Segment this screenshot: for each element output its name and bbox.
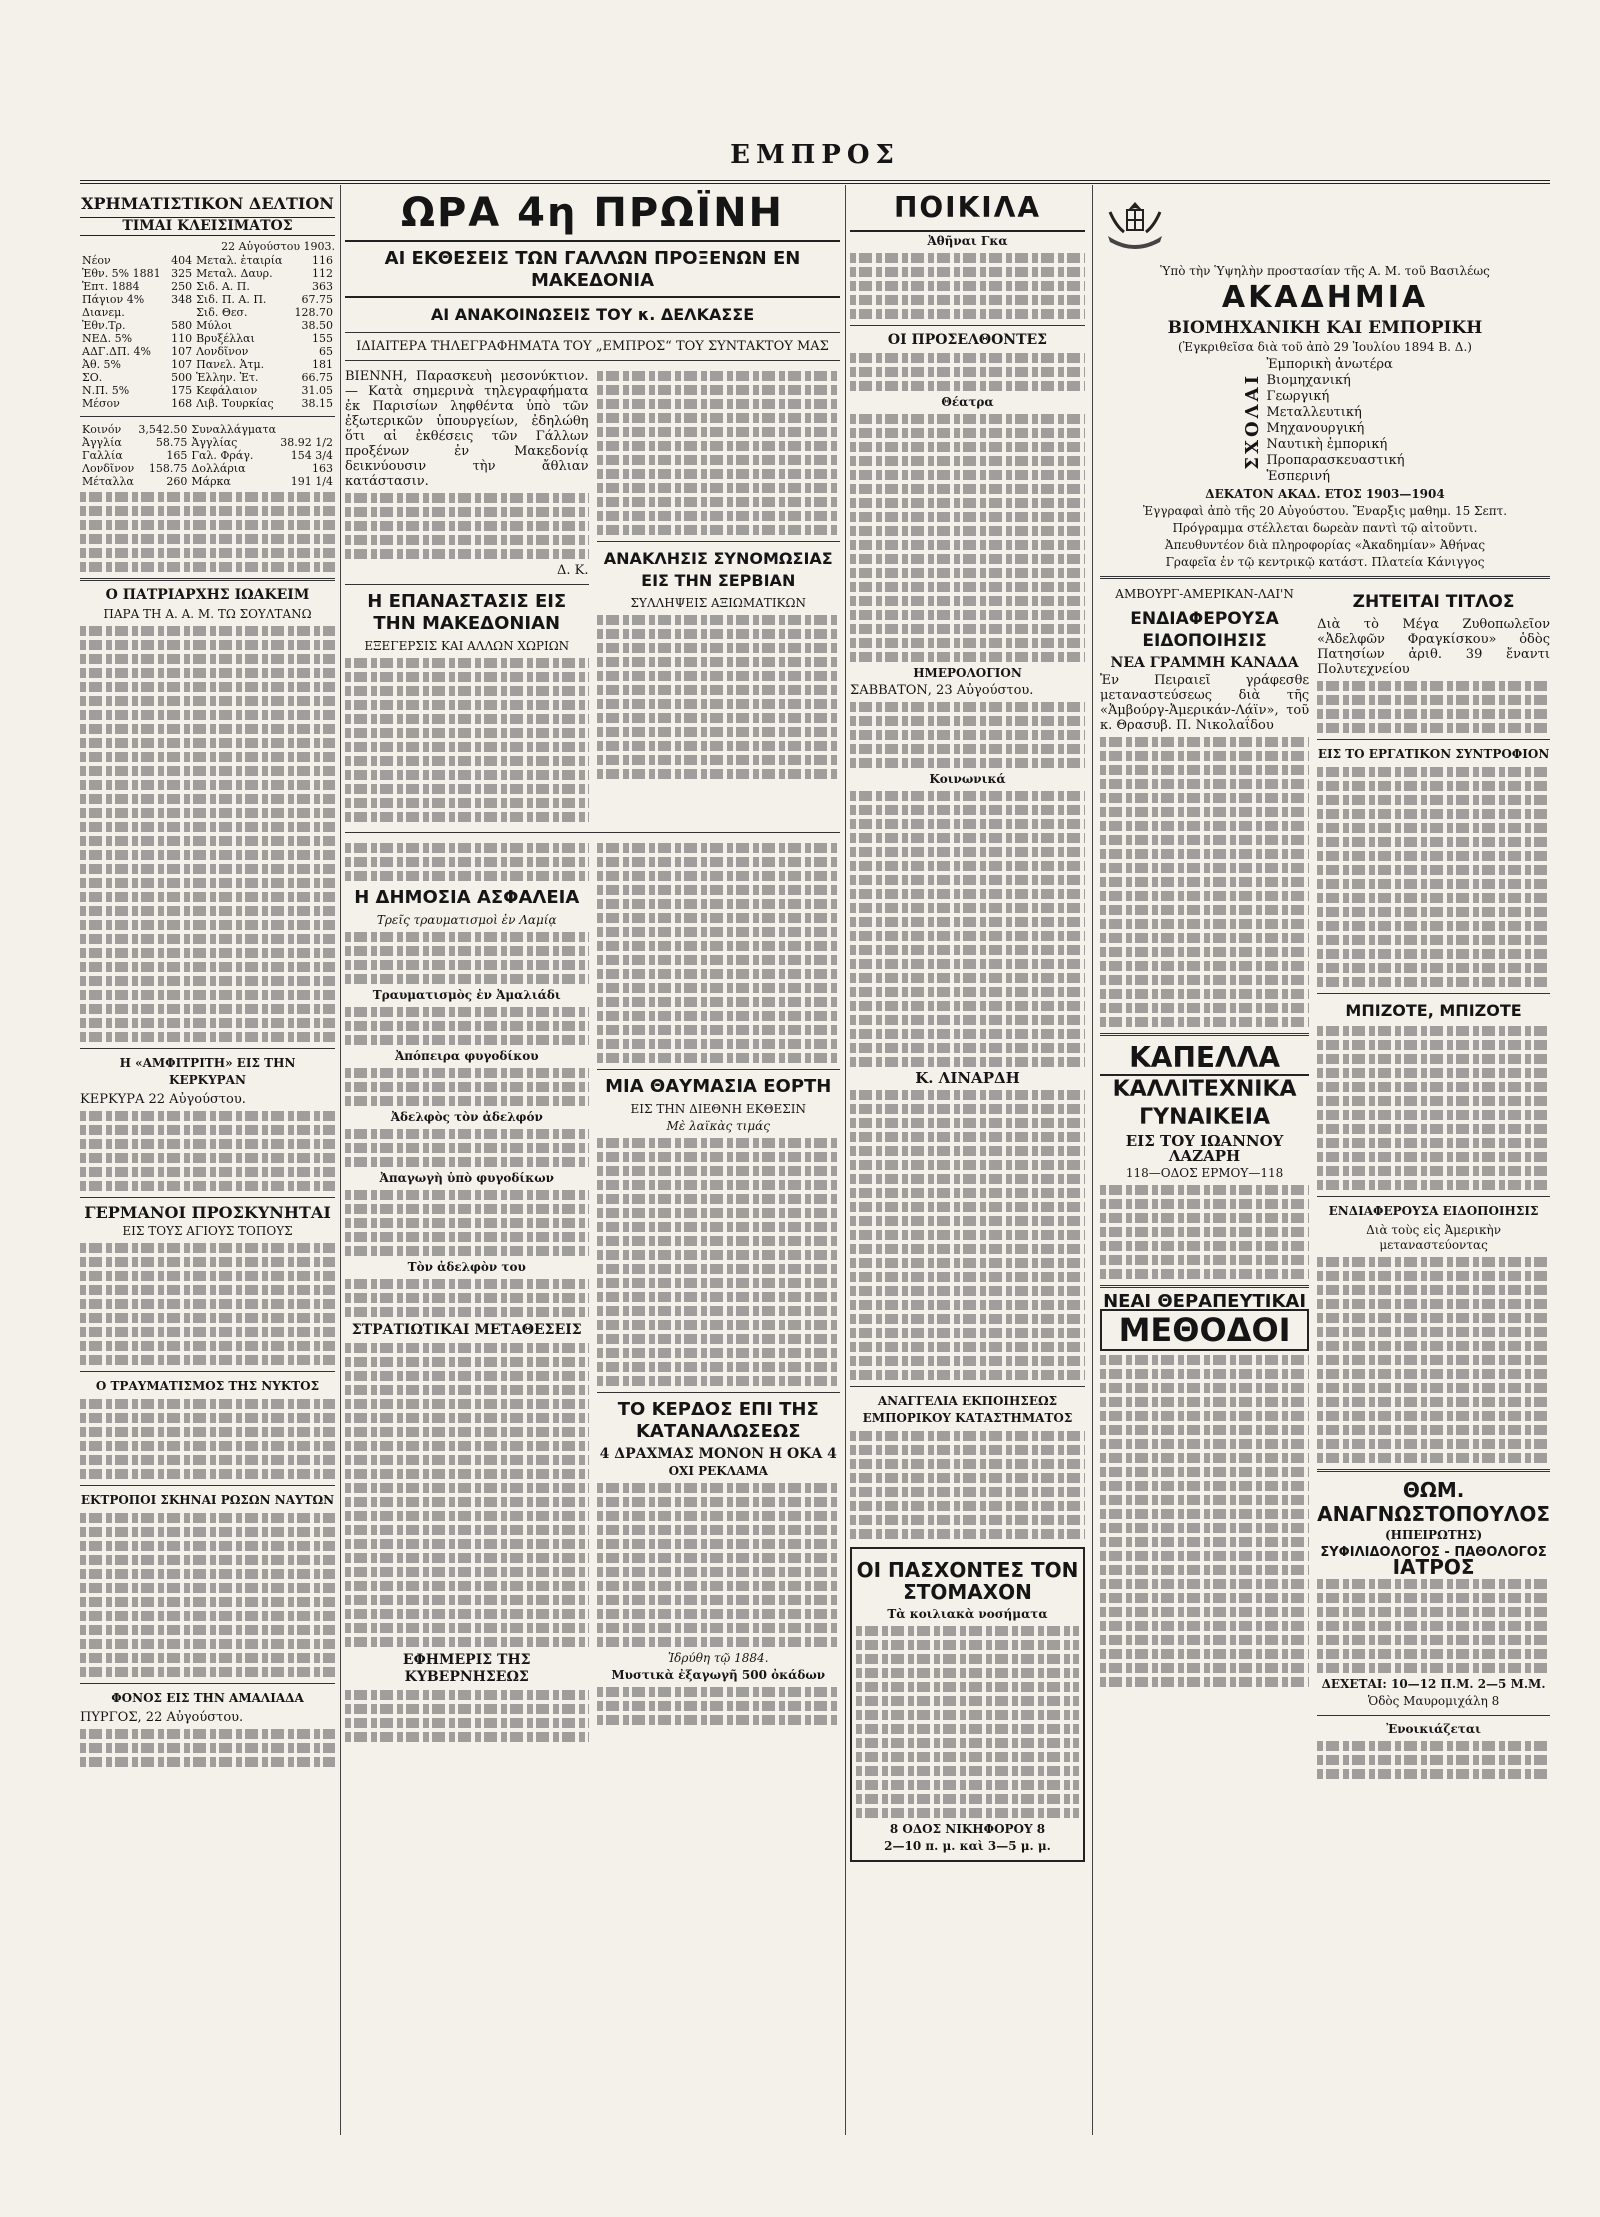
column-rule xyxy=(1092,185,1093,2135)
academy-info: Ἀπευθυντέον διὰ πληροφορίας «Ἀκαδημίαν» Ἀθήνας xyxy=(1164,538,1486,552)
rate-row-cell: Μεταλ. ἑταιρία xyxy=(196,254,283,267)
bottle-ad-heading: ΜΠΙΖΟΤΕ, ΜΠΙΖΟΤΕ xyxy=(1345,1001,1522,1020)
nikolaidis-notice: Ἐν Πειραιεῖ γράφεσθε μεταναστεύσεως διὰ τῆς «Ἀμβούργ-Ἀμερικάν-Λάϊν», τοῦ κ. Θρασυβ. Π. Νικολαΐδου xyxy=(1100,673,1310,733)
feast-subheading: ΕΙΣ ΤΗΝ ΔΙΕΘΝΗ ΕΚΘΕΣΙΝ xyxy=(630,1102,806,1116)
column-miscellany xyxy=(850,190,1085,1870)
royal-patron: Ὑπὸ τὴν Ὑψηλὴν προστασίαν τῆς Α. Μ. τοῦ Βασιλέως xyxy=(1160,264,1490,278)
disease-heading: Τὰ κοιλιακὰ νοσήματα xyxy=(887,1607,1048,1621)
rate-row-cell: 116 xyxy=(312,254,333,267)
factory-heading: ΑΝΑΓΓΕΛΙΑ ΕΚΠΟΙΗΣΕΩΣ ΕΜΠΟΡΙΚΟΥ ΚΑΤΑΣΤΗΜΑΤΟΣ xyxy=(862,1394,1073,1425)
finance-date: 22 Αὐγούστου 1903. xyxy=(221,240,335,253)
market-row-cell: 165 xyxy=(166,449,188,462)
lamp-text xyxy=(850,1090,1085,1380)
emigrants-heading: ΕΝΔΙΑΦΕΡΟΥΣΑ ΕΙΔΟΠΟΙΗΣΙΣ xyxy=(1328,1204,1539,1218)
rate-row-cell: Ἑλλην. Ἐτ. xyxy=(196,371,259,384)
security-heading: Η ΔΗΜΟΣΙΑ ΑΣΦΑΛΕΙΑ xyxy=(354,887,580,908)
murder-heading: ΦΟΝΟΣ ΕΙΣ ΤΗΝ ΑΜΑΛΙΑΔΑ xyxy=(111,1691,304,1705)
market-row-cell: Δολλάρια xyxy=(191,462,246,475)
arrivals-heading: ΟΙ ΠΡΟΣΕΛΘΟΝΤΕΣ xyxy=(887,332,1048,348)
riot-text xyxy=(80,1513,335,1677)
doctor-title: ΣΥΦΙΛΙΔΟΛΟΓΟΣ - ΠΑΘΟΛΟΓΟΣ xyxy=(1320,1545,1547,1560)
rate-row-cell: Σιδ. Θεσ. xyxy=(196,306,248,319)
rate-row-cell: Πάγιον 4% xyxy=(82,293,145,306)
sufferers-text xyxy=(856,1626,1079,1818)
emigrants-subheading: Διὰ τοὺς εἰς Ἀμερικὴν μεταναστεύοντας xyxy=(1366,1223,1501,1252)
doctor-hours: ΔΕΧΕΤΑΙ: 10—12 Π.Μ. 2—5 Μ.Μ. xyxy=(1321,1677,1546,1691)
rate-row-cell: 348 xyxy=(171,293,193,306)
arrivals-text xyxy=(850,353,1085,391)
rate-row-cell: 155 xyxy=(312,332,333,345)
pilgrims-subheading: ΕΙΣ ΤΟΥΣ ΑΓΙΟΥΣ ΤΟΠΟΥΣ xyxy=(122,1224,293,1238)
athens-heading: Ἀθῆναι Γκα xyxy=(927,234,1008,248)
pilgrims-heading: ΓΕΡΜΑΝΟΙ ΠΡΟΣΚΥΝΗΤΑΙ xyxy=(84,1203,331,1222)
market-row-cell: 58.75 xyxy=(155,436,188,449)
rate-row-cell: 168 xyxy=(171,397,193,410)
rate-row-cell: Κεφάλαιον xyxy=(196,384,258,397)
crime-text xyxy=(345,1007,589,1045)
school-item: Μηχανουργική xyxy=(1266,421,1365,436)
market-row-cell: Συναλλάγματα xyxy=(191,423,276,436)
masthead xyxy=(80,140,1550,184)
clinic-hours: 2—10 π. μ. καὶ 3—5 μ. μ. xyxy=(884,1839,1051,1853)
uprising-text xyxy=(345,658,589,822)
wanted-text-cont xyxy=(1317,681,1550,733)
column-finance xyxy=(80,190,335,1771)
rate-row-cell: 38.15 xyxy=(301,397,333,410)
reports-heading: ΑΙ ΕΚΘΕΣΕΙΣ ΤΩΝ ΓΑΛΛΩΝ ΠΡΟΞΕΝΩΝ ΕΝ ΜΑΚΕΔΟΝΙΑ xyxy=(345,248,840,298)
rate-row-cell: 112 xyxy=(312,267,333,280)
rate-row-cell: 107 xyxy=(171,345,193,358)
markets-table xyxy=(80,423,335,488)
doctor-text xyxy=(1317,1579,1550,1673)
royal-crest-icon xyxy=(1100,196,1170,256)
sufferers-heading: ΟΙ ΠΑΣΧΟΝΤΕΣ ΤΟΝ ΣΤΟΜΑΧΟΝ xyxy=(856,1558,1079,1604)
finance-heading: ΧΡΗΜΑΤΙΣΤΙΚΟΝ ΔΕΛΤΙΟΝ xyxy=(81,194,334,213)
academy-title: ΑΚΑΔΗΜΙΑ xyxy=(1221,280,1429,315)
rate-row xyxy=(80,332,335,345)
profit-text xyxy=(597,1483,841,1647)
market-row-cell: 191 1/4 xyxy=(290,475,333,488)
uprising-subheading: ΕΞΕΓΕΡΣΙΣ ΚΑΙ ΑΛΛΩΝ ΧΩΡΙΩΝ xyxy=(364,639,570,653)
dateline-pyrgos: ΠΥΡΓΟΣ, 22 Αὐγούστου. xyxy=(80,1710,244,1725)
rate-row-cell: 363 xyxy=(312,280,333,293)
medical-heading: ΝΕΑΙ ΘΕΡΑΠΕΥΤΙΚΑΙ xyxy=(1103,1291,1307,1312)
rate-row-cell: Διανεμ. xyxy=(82,306,125,319)
rate-row-cell: Λονδῖνον xyxy=(196,345,249,358)
daily-export: Μυστικὰ ἐξαγωγῆ 500 ὀκάδων xyxy=(611,1668,826,1682)
security-text xyxy=(345,932,589,984)
rate-row-cell: Ν.Π. 5% xyxy=(82,384,130,397)
patriarch-heading: Ο ΠΑΤΡΙΑΡΧΗΣ ΙΩΑΚΕΙΜ xyxy=(105,587,310,603)
column-rule xyxy=(340,185,341,2135)
market-row-cell: Κοινόν xyxy=(82,423,122,436)
market-row-cell: Μέταλλα xyxy=(82,475,134,488)
rate-row xyxy=(80,371,335,384)
kapella-subtitle-2: ΓΥΝΑΙΚΕΙΑ xyxy=(1139,1105,1270,1130)
gazette-text xyxy=(345,1690,589,1742)
special-telegrams: ΙΔΙΑΙΤΕΡΑ ΤΗΛΕΓΡΑΦΗΜΑΤΑ ΤΟΥ „ΕΜΠΡΟΣ“ ΤΟΥ ΣΥΝΤΑΚΤΟΥ ΜΑΣ xyxy=(356,339,829,354)
rate-row-cell: 107 xyxy=(171,358,193,371)
fugitive-heading: Ἀπαγωγὴ ὑπὸ φυγοδίκων xyxy=(379,1171,554,1185)
rate-row-cell: 65 xyxy=(319,345,333,358)
vienna-text xyxy=(345,493,589,559)
pilgrims-text xyxy=(80,1243,335,1365)
market-row-cell: Ἀγγλία xyxy=(82,436,122,449)
profit-price: 4 ΔΡΑΧΜΑΣ ΜΟΝΟΝ Η ΟΚΑ 4 xyxy=(599,1446,837,1462)
school-item: Ἑσπερινή xyxy=(1266,469,1330,484)
school-item: Βιομηχανική xyxy=(1266,373,1351,388)
amfitriti-heading: Η «ΑΜΦΙΤΡΙΤΗ» ΕΙΣ ΤΗΝ ΚΕΡΚΥΡΑΝ xyxy=(119,1056,296,1087)
other-text xyxy=(345,1279,589,1317)
rate-row-cell: ΣΟ. xyxy=(82,371,103,384)
amfitriti-text xyxy=(80,1111,335,1191)
market-row-cell: 38.92 1/2 xyxy=(280,436,333,449)
bottle-ad-text xyxy=(1317,1026,1550,1190)
almanac-heading: ΗΜΕΡΟΛΟΓΙΟΝ xyxy=(913,666,1022,680)
rate-row-cell: Ἀθ. 5% xyxy=(82,358,122,371)
finance-text xyxy=(80,492,335,572)
rate-row-cell: Μύλοι xyxy=(196,319,232,332)
emigrants-text xyxy=(1317,1257,1550,1463)
column-rule xyxy=(845,185,846,2135)
rate-row-cell: Ἐθν. 5% 1881 xyxy=(82,267,161,280)
column-ads xyxy=(1100,190,1550,1783)
rate-row-cell: Μέσον xyxy=(82,397,120,410)
patriarch-subheading: ΠΑΡΑ ΤΗ Α. Α. Μ. ΤΩ ΣΟΥΛΤΑΝΩ xyxy=(103,607,312,621)
doctor-title-2: ΙΑΤΡΟΣ xyxy=(1392,1555,1475,1579)
doctor-name: ΘΩΜ. ΑΝΑΓΝΩΣΤΟΠΟΥΛΟΣ xyxy=(1317,1478,1550,1526)
rate-row xyxy=(80,345,335,358)
profit-text-2 xyxy=(597,1687,841,1725)
rate-row xyxy=(80,384,335,397)
wound-heading: Ο ΤΡΑΥΜΑΤΙΣΜΟΣ ΤΗΣ ΝΥΚΤΟΣ xyxy=(95,1379,320,1393)
rate-row-cell: 128.70 xyxy=(294,306,333,319)
prospectus: Πρόγραμμα στέλλεται δωρεὰν παντὶ τῷ αἰτοῦντι. xyxy=(1172,521,1478,535)
feast-heading: ΜΙΑ ΘΑΥΜΑΣΙΑ ΕΟΡΤΗ xyxy=(605,1076,832,1097)
academy-subtitle: ΒΙΟΜΗΧΑΝΙΚΗ ΚΑΙ ΕΜΠΟΡΙΚΗ xyxy=(1167,318,1483,338)
rate-row-cell: Σιδ. Π. Α. Π. xyxy=(196,293,267,306)
almanac-date: ΣΑΒΒΑΤΟΝ, 23 Αὐγούστου. xyxy=(850,683,1034,698)
suicide-heading: Ἀπόπειρα φυγοδίκου xyxy=(394,1049,539,1063)
academy-office: Γραφεῖα ἐν τῷ κεντρικῷ κατάστ. Πλατεία Κάνιγγος xyxy=(1165,555,1485,569)
theatre-text xyxy=(850,414,1085,662)
rate-row-cell: 500 xyxy=(171,371,193,384)
kapella-subtitle: ΚΑΛΛΙΤΕΧΝΙΚΑ xyxy=(1112,1077,1297,1102)
column-news xyxy=(345,190,840,1746)
rate-row xyxy=(80,306,335,319)
rate-row-cell: Ἑπτ. 1884 xyxy=(82,280,140,293)
murder-text xyxy=(80,1729,335,1767)
market-row xyxy=(80,475,335,488)
market-row-cell: 163 xyxy=(312,462,333,475)
rate-row-cell: Λιβ. Τουρκίας xyxy=(196,397,274,410)
newspaper-title: ΕΜΠΡΟΣ xyxy=(730,140,900,170)
market-row-cell: Γαλ. Φράγ. xyxy=(191,449,254,462)
rate-row-cell: ΝΕΔ. 5% xyxy=(82,332,133,345)
medical-text xyxy=(1100,1355,1309,1687)
schools-label: ΣΧΟΛΑΙ xyxy=(1242,372,1264,470)
security-subheading: Τρεῖς τραυματισμοὶ ἐν Λαμίᾳ xyxy=(376,913,557,927)
rate-row-cell: 250 xyxy=(171,280,193,293)
kapella-text xyxy=(1100,1185,1309,1279)
notice-heading: ΕΝΔΙΑΦΕΡΟΥΣΑ ΕΙΔΟΠΟΙΗΣΙΣ xyxy=(1130,609,1279,651)
social-heading: Κοινωνικά xyxy=(929,772,1006,786)
factory-text xyxy=(850,1431,1085,1539)
rate-row-cell: Μεταλ. Δαυρ. xyxy=(196,267,273,280)
serbia-text xyxy=(597,615,841,779)
market-row-cell: Λονδῖνον xyxy=(82,462,135,475)
new-line-heading: ΝΕΑ ΓΡΑΜΜΗ ΚΑΝΑΔΑ xyxy=(1110,655,1299,671)
closing-prices-heading: ΤΙΜΑΙ ΚΛΕΙΣΙΜΑΤΟΣ xyxy=(80,217,335,236)
theatre-heading: Θέατρα xyxy=(941,395,994,409)
serbia-heading: ΑΝΑΚΛΗΣΙΣ ΣΥΝΟΜΩΣΙΑΣ ΕΙΣ ΤΗΝ ΣΕΡΒΙΑΝ xyxy=(603,549,833,590)
rate-row-cell xyxy=(168,306,195,319)
market-row-cell: 260 xyxy=(166,475,188,488)
serbia-subheading: ΣΥΛΛΗΨΕΙΣ ΑΞΙΩΜΑΤΙΚΩΝ xyxy=(630,596,806,610)
rate-row-cell: 67.75 xyxy=(301,293,333,306)
rent-heading: Ἐνοικιάζεται xyxy=(1386,1722,1481,1736)
rate-row xyxy=(80,319,335,332)
profit-heading: ΤΟ ΚΕΡΔΟΣ ΕΠΙ ΤΗΣ ΚΑΤΑΝΑΛΩΣΕΩΣ xyxy=(617,1399,819,1442)
rate-row-cell: Βρυξέλλαι xyxy=(196,332,255,345)
doctor-address: Ὁδὸς Μαυρομιχάλη 8 xyxy=(1367,1694,1500,1708)
feast-price: Μὲ λαϊκὰς τιμάς xyxy=(666,1119,770,1133)
academy-approved: (Ἐγκριθεῖσα διὰ τοῦ ἀπὸ 29 Ἰουλίου 1894 Β. Δ.) xyxy=(1178,340,1472,354)
school-item: Μεταλλευτική xyxy=(1266,405,1362,420)
enrollment: Ἐγγραφαὶ ἀπὸ τῆς 20 Αὐγούστου. Ἔναρξις μαθημ. 15 Σεπτ. xyxy=(1142,504,1508,518)
clinic-address: 8 ΟΔΟΣ ΝΙΚΗΦΟΡΟΥ 8 xyxy=(889,1822,1046,1836)
rate-row-cell: 66.75 xyxy=(301,371,333,384)
athens-text xyxy=(850,253,1085,319)
market-row xyxy=(80,423,335,436)
notice-text xyxy=(1100,737,1309,1027)
market-row-cell: 154 3/4 xyxy=(290,449,333,462)
gazette-heading: ΕΦΗΜΕΡΙΣ ΤΗΣ ΚΥΒΕΡΝΗΣΕΩΣ xyxy=(402,1652,531,1685)
continued-text xyxy=(345,843,589,881)
school-item: Ναυτικὴ ἐμπορική xyxy=(1266,437,1388,452)
lamp-heading: Κ. ΛΙΝΑΡΔΗ xyxy=(915,1069,1020,1087)
schools-list xyxy=(1266,357,1404,485)
market-row-cell: Ἀγγλίας xyxy=(191,436,238,449)
brothers-heading: Ἀδελφὸς τὸν ἀδελφόν xyxy=(390,1110,543,1124)
market-row-cell: 158.75 xyxy=(148,462,188,475)
rate-row xyxy=(80,280,335,293)
rate-row xyxy=(80,267,335,280)
kapella-title: ΚΑΠΕΛΛΑ xyxy=(1100,1042,1309,1076)
dateline-corfu: ΚΕΡΚΥΡΑ 22 Αὐγούστου. xyxy=(80,1092,246,1107)
school-item: Γεωργική xyxy=(1266,389,1330,404)
rate-row-cell: 38.50 xyxy=(301,319,333,332)
founded: Ἱδρύθη τῷ 1884. xyxy=(667,1651,769,1665)
uprising-heading: Η ΕΠΑΝΑΣΤΑΣΙΣ ΕΙΣ ΤΗΝ ΜΑΚΕΔΟΝΙΑΝ xyxy=(367,591,567,634)
signature: Δ. Κ. xyxy=(557,563,589,578)
fugitive-text xyxy=(345,1190,589,1256)
profit-note: ΟΧΙ ΡΕΚΛΑΜΑ xyxy=(668,1464,768,1478)
patriarch-text xyxy=(80,626,335,1042)
market-row-cell: 3,542.50 xyxy=(138,423,188,436)
crime-heading: Τραυματισμὸς ἐν Ἀμαλιάδι xyxy=(372,988,561,1002)
continued-text-2 xyxy=(597,843,841,1063)
rent-text xyxy=(1317,1741,1550,1779)
delcasse-heading: ΑΙ ΑΝΑΚΟΙΝΩΣΕΙΣ ΤΟΥ κ. ΔΕΛΚΑΣΣΕ xyxy=(430,305,755,324)
rate-row xyxy=(80,293,335,306)
transfers-text xyxy=(345,1343,589,1647)
other-heading: Τὸν ἀδελφὸν του xyxy=(407,1260,526,1274)
workers-text xyxy=(1317,767,1550,987)
rate-row-cell: 181 xyxy=(312,358,333,371)
school-item: Προπαρασκευαστική xyxy=(1266,453,1405,468)
miscellany-heading: ΠΟΙΚΙΛΑ xyxy=(850,190,1085,232)
market-row-cell: Γαλλία xyxy=(82,449,123,462)
rates-table xyxy=(80,254,335,410)
riot-heading: ΕΚΤΡΟΠΟΙ ΣΚΗΝΑΙ ΡΩΣΩΝ ΝΑΥΤΩΝ xyxy=(80,1493,335,1507)
market-row xyxy=(80,449,335,462)
rate-row-cell: 404 xyxy=(171,254,193,267)
main-headline: ΩΡΑ 4η ΠΡΩΪΝΗ xyxy=(345,190,840,242)
market-row xyxy=(80,462,335,475)
rate-row xyxy=(80,397,335,410)
market-row-cell: Μάρκα xyxy=(191,475,231,488)
wound-text xyxy=(80,1399,335,1479)
transfers-heading: ΣΤΡΑΤΙΩΤΙΚΑΙ ΜΕΤΑΘΕΣΕΙΣ xyxy=(351,1322,582,1338)
brothers-text xyxy=(345,1129,589,1167)
feast-text xyxy=(597,1138,841,1386)
shop-name: ΕΙΣ ΤΟΥ ΙΩΑΝΝΟΥ ΛΑΖΑΡΗ xyxy=(1125,1132,1284,1165)
school-item: Ἐμπορικὴ ἀνωτέρα xyxy=(1266,357,1393,372)
market-row xyxy=(80,436,335,449)
almanac-text xyxy=(850,702,1085,768)
rate-row-cell: 580 xyxy=(171,319,193,332)
rate-row-cell: 31.05 xyxy=(301,384,333,397)
wanted-heading: ΖΗΤΕΙΤΑΙ ΤΙΤΛΟΣ xyxy=(1352,592,1515,612)
rate-row-cell: Σιδ. Α. Π. xyxy=(196,280,250,293)
market-row-cell xyxy=(278,423,335,436)
rate-row-cell: 175 xyxy=(171,384,193,397)
wanted-text: Διὰ τὸ Μέγα Ζυθοπωλεῖον «Ἀδελφῶν Φραγκίσκου» ὁδὸς Πατησίων ἀριθ. 39 ἔναντι Πολυτεχνείου xyxy=(1317,617,1550,677)
rate-row-cell: Πανελ. Ἀτμ. xyxy=(196,358,265,371)
rate-row xyxy=(80,358,335,371)
academic-year: ΔΕΚΑΤΟΝ ΑΚΑΔ. ΕΤΟΣ 1903—1904 xyxy=(1205,487,1445,501)
methods-heading: ΜΕΘΟΔΟΙ xyxy=(1100,1309,1309,1351)
doctor-region: (ΗΠΕΙΡΩΤΗΣ) xyxy=(1384,1528,1483,1542)
workers-heading: ΕΙΣ ΤΟ ΕΡΓΑΤΙΚΟΝ ΣΥΝΤΡΟΦΙΟΝ xyxy=(1317,747,1550,761)
hamburg-line: ΑΜΒΟΥΡΓ-ΑΜΕΡΙΚΑΝ-ΛΑΙ'Ν xyxy=(1115,587,1294,601)
rate-row xyxy=(80,254,335,267)
shop-street: 118—ΟΔΟΣ ΕΡΜΟΥ—118 xyxy=(1125,1166,1284,1180)
rate-row-cell: Ἐθν.Τρ. xyxy=(82,319,126,332)
social-text xyxy=(850,791,1085,1067)
rate-row-cell: Νέον xyxy=(82,254,111,267)
suicide-text xyxy=(345,1068,589,1106)
vienna-text-cont xyxy=(597,371,841,535)
rate-row-cell: 110 xyxy=(171,332,193,345)
vienna-article: ΒΙΕΝΝΗ, Παρασκευὴ μεσονύκτιον. — Κατὰ σημερινὰ τηλεγραφήματα ἐκ Παρισίων ληφθέντα ὑπὸ τῶν ἐξωτερικῶν ὑπουργείων, ἐδηλώθη ὅτι αἱ ἐκθέσεις τῶν Γάλλων προξένων ἐν Μακεδονίᾳ δεικνύουσιν τὴν ἄθλιαν κατάστασιν. xyxy=(345,369,589,489)
rate-row-cell: ΑΔΓ.ΔΠ. 4% xyxy=(82,345,151,358)
rate-row-cell: 325 xyxy=(171,267,193,280)
